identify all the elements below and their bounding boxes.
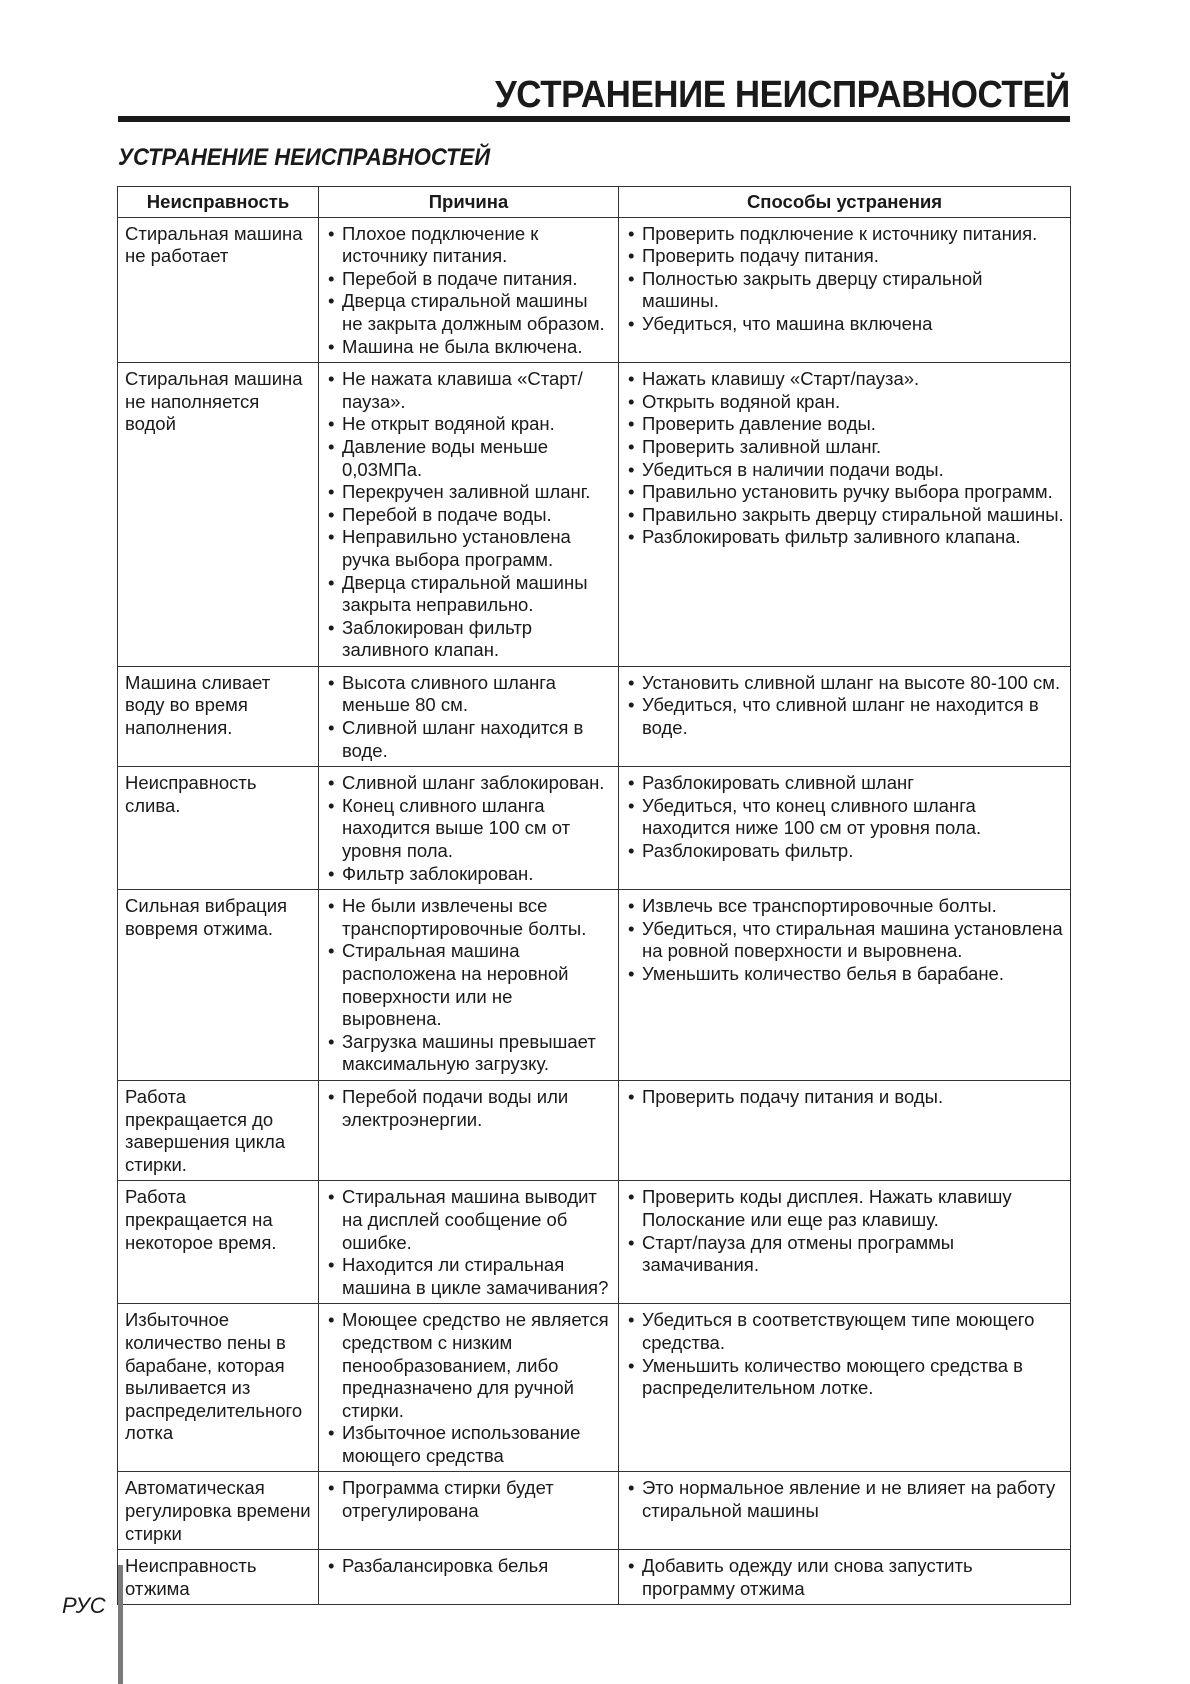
remedy-item: • Убедиться в наличии подачи воды. [626,459,1064,482]
table-row [118,363,1071,667]
remedy-cell [619,1181,1071,1304]
cause-cell [319,890,619,1081]
cause-item: • Перебой в подаче воды. [326,504,612,527]
remedy-item: • Проверить давление воды. [626,413,1064,436]
remedy-item: • Это нормальное явление и не влияет на работу стиральной машины [626,1477,1064,1522]
fault-cell: Неисправность слива. [118,767,319,890]
remedy-cell [619,767,1071,890]
cause-item: • Плохое подключение к источнику питания. [326,223,612,268]
cause-cell [319,1181,619,1304]
fault-cell: Сильная вибрация вовремя отжима. [118,890,319,1081]
cause-cell [319,1304,619,1472]
cause-cell-list [326,223,612,359]
page-header-title: УСТРАНЕНИЕ НЕИСПРАВНОСТЕЙ [495,74,1070,116]
fault-cell: Избыточное количество пены в барабане, которая выливается из распределительного лотка [118,1304,319,1472]
remedy-cell [619,217,1071,363]
remedy-item: • Открыть водяной кран. [626,391,1064,414]
cause-cell [319,1550,619,1605]
remedy-item: • Убедиться, что стиральная машина установлена на ровной поверхности и выровнена. [626,918,1064,963]
remedy-item: • Старт/пауза для отмены программы замачивания. [626,1232,1064,1277]
remedy-item: • Разблокировать сливной шланг [626,772,1064,795]
troubleshooting-table [117,186,1071,1605]
cause-item: • Перебой в подаче питания. [326,268,612,291]
cause-item: • Заблокирован фильтр заливного клапан. [326,617,612,662]
table-row [118,1080,1071,1180]
remedy-cell [619,890,1071,1081]
remedy-cell-list [626,1186,1064,1276]
fault-cell: Автоматическая регулировка времени стирки [118,1472,319,1550]
cause-item: • Перекручен заливной шланг. [326,481,612,504]
table-row [118,666,1071,766]
fault-cell: Стиральная машина не работает [118,217,319,363]
remedy-cell [619,1304,1071,1472]
cause-cell-list [326,368,612,662]
cause-item: • Моющее средство не является средством с низким пенообразованием, либо предназначено для ручной стирки. [326,1309,612,1422]
cause-item: • Давление воды меньше 0,03МПа. [326,436,612,481]
table-row [118,1472,1071,1550]
language-label: РУС [62,1593,106,1618]
remedy-item: • Правильно установить ручку выбора программ. [626,481,1064,504]
cause-item: • Не нажата клавиша «Старт/пауза». [326,368,612,413]
cause-item: • Перебой подачи воды или электроэнергии. [326,1086,612,1131]
table-row [118,767,1071,890]
remedy-item: • Убедиться, что машина включена [626,313,1064,336]
remedy-item: • Нажать клавишу «Старт/пауза». [626,368,1064,391]
section-title: УСТРАНЕНИЕ НЕИСПРАВНОСТЕЙ [118,144,491,171]
cause-item: • Загрузка машины превышает максимальную загрузку. [326,1031,612,1076]
table-row [118,890,1071,1081]
fault-cell: Работа прекращается до завершения цикла стирки. [118,1080,319,1180]
cause-item: • Не были извлечены все транспортировочные болты. [326,895,612,940]
cause-item: • Конец сливного шланга находится выше 100 см от уровня пола. [326,795,612,863]
table-row [118,217,1071,363]
remedy-item: • Установить сливной шланг на высоте 80-100 см. [626,672,1064,695]
remedy-cell [619,363,1071,667]
remedy-item: • Проверить подачу питания. [626,245,1064,268]
cause-item: • Дверца стиральной машины закрыта неправильно. [326,572,612,617]
table-row [118,1304,1071,1472]
remedy-item: • Убедиться, что конец сливного шланга находится ниже 100 см от уровня пола. [626,795,1064,840]
cause-cell [319,1472,619,1550]
remedy-cell-list [626,223,1064,336]
remedy-item: • Правильно закрыть дверцу стиральной машины. [626,504,1064,527]
cause-item: • Разбалансировка белья [326,1555,612,1578]
remedy-cell-list [626,1309,1064,1399]
cause-item: • Высота сливного шланга меньше 80 см. [326,672,612,717]
remedy-item: • Разблокировать фильтр. [626,840,1064,863]
remedy-cell-list [626,895,1064,985]
language-tab-bar [118,1565,123,1684]
remedy-item: • Проверить подключение к источнику питания. [626,223,1064,246]
remedy-item: • Убедиться, что сливной шланг не находится в воде. [626,694,1064,739]
cause-cell-list [326,772,612,885]
cause-item: • Сливной шланг находится в воде. [326,717,612,762]
cause-cell-list [326,1555,612,1578]
cause-item: • Программа стирки будет отрегулирована [326,1477,612,1522]
remedy-item: • Проверить коды дисплея. Нажать клавишу Полоскание или еще раз клавишу. [626,1186,1064,1231]
remedy-cell [619,666,1071,766]
remedy-item: • Добавить одежду или снова запустить программу отжима [626,1555,1064,1600]
remedy-item: • Проверить заливной шланг. [626,436,1064,459]
cause-cell [319,217,619,363]
remedy-cell-list [626,772,1064,862]
remedy-cell [619,1472,1071,1550]
remedy-cell [619,1080,1071,1180]
cause-cell [319,363,619,667]
table-row [118,1550,1071,1605]
remedy-cell [619,1550,1071,1605]
column-header-remedy: Способы устранения [619,187,1071,218]
cause-item: • Стиральная машина выводит на дисплей сообщение об ошибке. [326,1186,612,1254]
table-header-row [118,187,1071,218]
fault-cell: Стиральная машина не наполняется водой [118,363,319,667]
column-header-cause: Причина [319,187,619,218]
remedy-item: • Полностью закрыть дверцу стиральной машины. [626,268,1064,313]
remedy-item: • Разблокировать фильтр заливного клапана. [626,526,1064,549]
remedy-cell-list [626,368,1064,549]
cause-cell-list [326,1477,612,1522]
table-row [118,1181,1071,1304]
remedy-item: • Уменьшить количество белья в барабане. [626,963,1064,986]
cause-cell-list [326,1086,612,1131]
cause-cell-list [326,1309,612,1467]
remedy-cell-list [626,1477,1064,1522]
column-header-fault: Неисправность [118,187,319,218]
cause-cell-list [326,672,612,762]
remedy-item: • Извлечь все транспортировочные болты. [626,895,1064,918]
remedy-item: • Убедиться в соответствующем типе моющего средства. [626,1309,1064,1354]
cause-cell [319,1080,619,1180]
cause-item: • Фильтр заблокирован. [326,863,612,886]
remedy-cell-list [626,672,1064,740]
fault-cell: Работа прекращается на некоторое время. [118,1181,319,1304]
cause-item: • Сливной шланг заблокирован. [326,772,612,795]
cause-cell [319,767,619,890]
remedy-item: • Уменьшить количество моющего средства в распределительном лотке. [626,1355,1064,1400]
fault-cell: Машина сливает воду во время наполнения. [118,666,319,766]
remedy-item: • Проверить подачу питания и воды. [626,1086,1064,1109]
cause-cell-list [326,895,612,1076]
cause-cell-list [326,1186,612,1299]
remedy-cell-list [626,1555,1064,1600]
remedy-cell-list [626,1086,1064,1109]
cause-item: • Находится ли стиральная машина в цикле замачивания? [326,1254,612,1299]
cause-cell [319,666,619,766]
cause-item: • Машина не была включена. [326,336,612,359]
cause-item: • Не открыт водяной кран. [326,413,612,436]
table-body [118,217,1071,1605]
header-rule [118,116,1070,122]
cause-item: • Стиральная машина расположена на неровной поверхности или не выровнена. [326,940,612,1030]
cause-item: • Избыточное использование моющего средства [326,1422,612,1467]
fault-cell: Неисправность отжима [118,1550,319,1605]
cause-item: • Дверца стиральной машины не закрыта должным образом. [326,290,612,335]
cause-item: • Неправильно установлена ручка выбора программ. [326,526,612,571]
